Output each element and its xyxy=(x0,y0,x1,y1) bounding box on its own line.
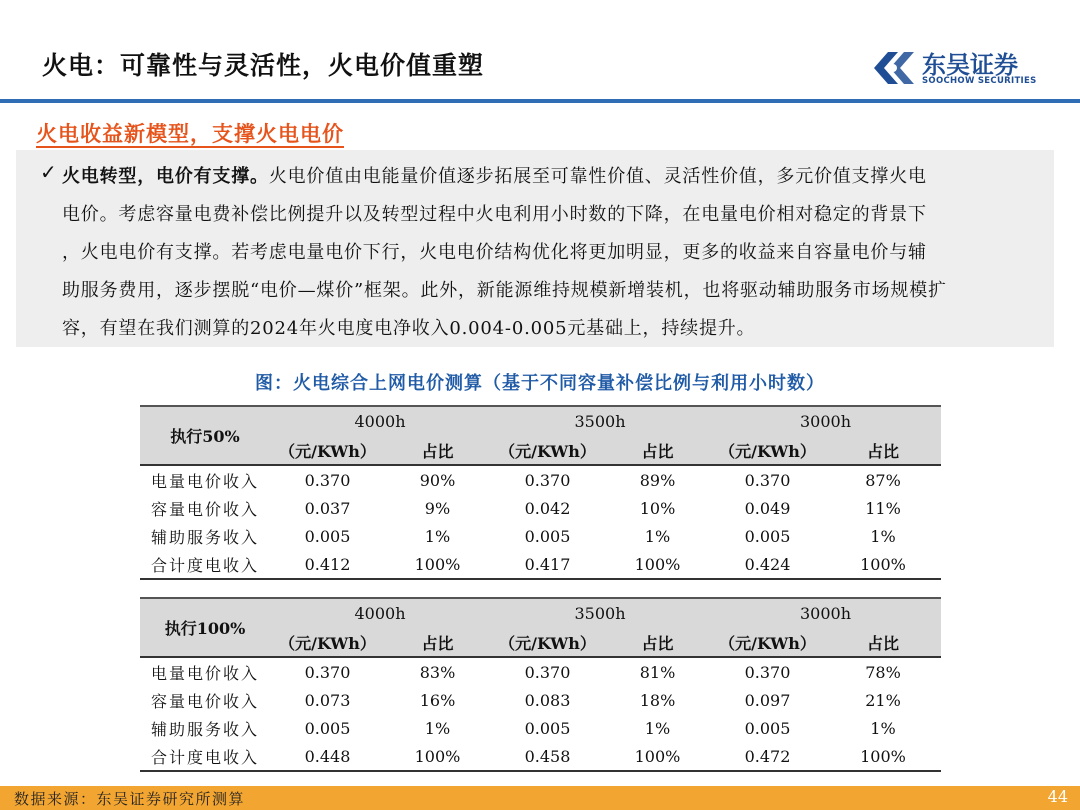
price-cell: 0.005 xyxy=(524,526,571,546)
exec-ratio-label: 执行100% xyxy=(140,598,270,657)
section-title: 火电收益新模型，支撑火电电价 xyxy=(36,121,344,146)
unit-header: （元/KWh） xyxy=(279,633,376,653)
unit-header: （元/KWh） xyxy=(279,441,376,461)
price-cell: 0.370 xyxy=(744,470,791,490)
price-cell: 0.005 xyxy=(524,718,571,738)
price-cell: 0.049 xyxy=(744,498,791,518)
share-header: 占比 xyxy=(866,633,899,653)
table-row xyxy=(140,522,941,550)
share-header: 占比 xyxy=(421,441,454,461)
price-cell: 0.083 xyxy=(524,690,571,710)
share-cell: 1% xyxy=(870,718,896,738)
share-cell: 78% xyxy=(865,662,901,682)
share-cell: 21% xyxy=(865,690,901,710)
hours-header: 3500h xyxy=(574,412,626,431)
row-label: 辅助服务收入 xyxy=(150,527,259,547)
price-cell: 0.370 xyxy=(304,470,351,490)
row-label: 辅助服务收入 xyxy=(150,719,259,739)
figure-title: 图：火电综合上网电价测算（基于不同容量补偿比例与利用小时数） xyxy=(255,373,825,394)
share-cell: 100% xyxy=(860,554,906,574)
price-cell: 0.037 xyxy=(304,498,351,518)
share-header: 占比 xyxy=(421,633,454,653)
price-cell: 0.005 xyxy=(744,526,791,546)
share-cell: 100% xyxy=(414,746,461,766)
price-cell: 0.042 xyxy=(524,498,571,518)
table-row xyxy=(140,465,941,494)
share-cell: 100% xyxy=(634,554,681,574)
row-label: 电量电价收入 xyxy=(150,663,259,683)
table-row xyxy=(140,686,941,714)
summary-bold-lead: 火电转型，电价有支撑。 xyxy=(62,166,269,187)
page-number: 44 xyxy=(1047,787,1068,806)
unit-header: （元/KWh） xyxy=(719,441,816,461)
hours-header: 4000h xyxy=(354,604,406,623)
summary-line xyxy=(62,158,1042,196)
price-table-50 xyxy=(140,405,941,580)
header-divider xyxy=(0,99,1080,103)
price-cell: 0.370 xyxy=(744,662,791,682)
table-row xyxy=(140,494,941,522)
share-cell: 100% xyxy=(860,746,906,766)
table-body xyxy=(140,657,941,771)
footer-bar xyxy=(0,786,1080,810)
price-cell: 0.005 xyxy=(744,718,791,738)
summary-line: ，火电电价有支撑。若考虑电量电价下行，火电电价结构优化将更加明显，更多的收益来自容量电价与辅 xyxy=(62,242,927,263)
unit-header: （元/KWh） xyxy=(499,441,596,461)
share-cell: 10% xyxy=(639,498,676,518)
summary-line: 电价。考虑容量电费补偿比例提升以及转型过程中火电利用小时数的下降，在电量电价相对稳定的背景下 xyxy=(62,204,927,225)
hours-header: 3000h xyxy=(799,412,852,431)
price-cell: 0.370 xyxy=(304,662,351,682)
price-cell: 0.412 xyxy=(304,554,351,574)
price-cell: 0.370 xyxy=(524,662,571,682)
table-row xyxy=(140,657,941,686)
price-cell: 0.073 xyxy=(304,690,351,710)
summary-box xyxy=(16,150,1054,347)
row-label: 合计度电收入 xyxy=(150,555,259,575)
row-label: 容量电价收入 xyxy=(150,691,259,711)
share-cell: 100% xyxy=(634,746,681,766)
hours-header: 4000h xyxy=(354,412,406,431)
price-cell: 0.005 xyxy=(304,718,351,738)
summary-line-text: 火电价值由电能量价值逐步拓展至可靠性价值、灵活性价值，多元价值支撑火电 xyxy=(268,166,927,187)
checkmark-icon: ✓ xyxy=(40,160,57,184)
share-header: 占比 xyxy=(641,441,674,461)
row-label: 电量电价收入 xyxy=(150,471,259,491)
table-row xyxy=(140,742,941,771)
share-cell: 100% xyxy=(414,554,461,574)
share-header: 占比 xyxy=(866,441,899,461)
price-cell: 0.458 xyxy=(524,746,571,766)
table-header-hours xyxy=(140,598,941,628)
price-cell: 0.417 xyxy=(524,554,571,574)
unit-header: （元/KWh） xyxy=(719,633,816,653)
share-cell: 1% xyxy=(870,526,896,546)
share-cell: 83% xyxy=(419,662,456,682)
unit-header: （元/KWh） xyxy=(499,633,596,653)
hours-header: 3000h xyxy=(799,604,852,623)
price-cell: 0.005 xyxy=(304,526,351,546)
share-cell: 18% xyxy=(639,690,676,710)
share-cell: 9% xyxy=(424,498,451,518)
share-cell: 89% xyxy=(639,470,676,490)
share-cell: 16% xyxy=(419,690,456,710)
share-cell: 1% xyxy=(644,718,671,738)
price-cell: 0.370 xyxy=(524,470,571,490)
share-cell: 90% xyxy=(419,470,456,490)
summary-paragraph xyxy=(62,158,1042,348)
price-cell: 0.472 xyxy=(744,746,791,766)
share-cell: 11% xyxy=(865,498,901,518)
price-cell: 0.097 xyxy=(744,690,791,710)
page-title: 火电：可靠性与灵活性，火电价值重塑 xyxy=(42,51,485,80)
price-table-100 xyxy=(140,597,941,772)
share-cell: 81% xyxy=(639,662,676,682)
exec-ratio-label: 执行50% xyxy=(140,406,270,465)
table-row xyxy=(140,550,941,579)
hours-header: 3500h xyxy=(574,604,626,623)
table-header-hours xyxy=(140,406,941,436)
table-body xyxy=(140,465,941,579)
table-row xyxy=(140,714,941,742)
price-cell: 0.424 xyxy=(744,554,791,574)
row-label: 合计度电收入 xyxy=(150,747,259,767)
brand-logo xyxy=(870,48,1037,88)
share-cell: 87% xyxy=(865,470,901,490)
soochow-logo-icon xyxy=(870,48,916,88)
summary-line: 助服务费用，逐步摆脱“电价—煤价”框架。此外，新能源维持规模新增装机，也将驱动辅助服务市场规模扩 xyxy=(62,280,947,301)
share-cell: 1% xyxy=(424,526,451,546)
share-cell: 1% xyxy=(424,718,451,738)
share-cell: 1% xyxy=(644,526,671,546)
row-label: 容量电价收入 xyxy=(150,499,259,519)
logo-english-text: SOOCHOW SECURITIES xyxy=(922,76,1037,86)
data-source: 数据来源：东吴证券研究所测算 xyxy=(14,790,246,808)
price-cell: 0.448 xyxy=(304,746,351,766)
summary-line: 容，有望在我们测算的2024年火电度电净收入0.004-0.005元基础上，持续提升。 xyxy=(62,318,756,339)
share-header: 占比 xyxy=(641,633,674,653)
logo-chinese-text: 东吴证券 xyxy=(922,51,1018,79)
